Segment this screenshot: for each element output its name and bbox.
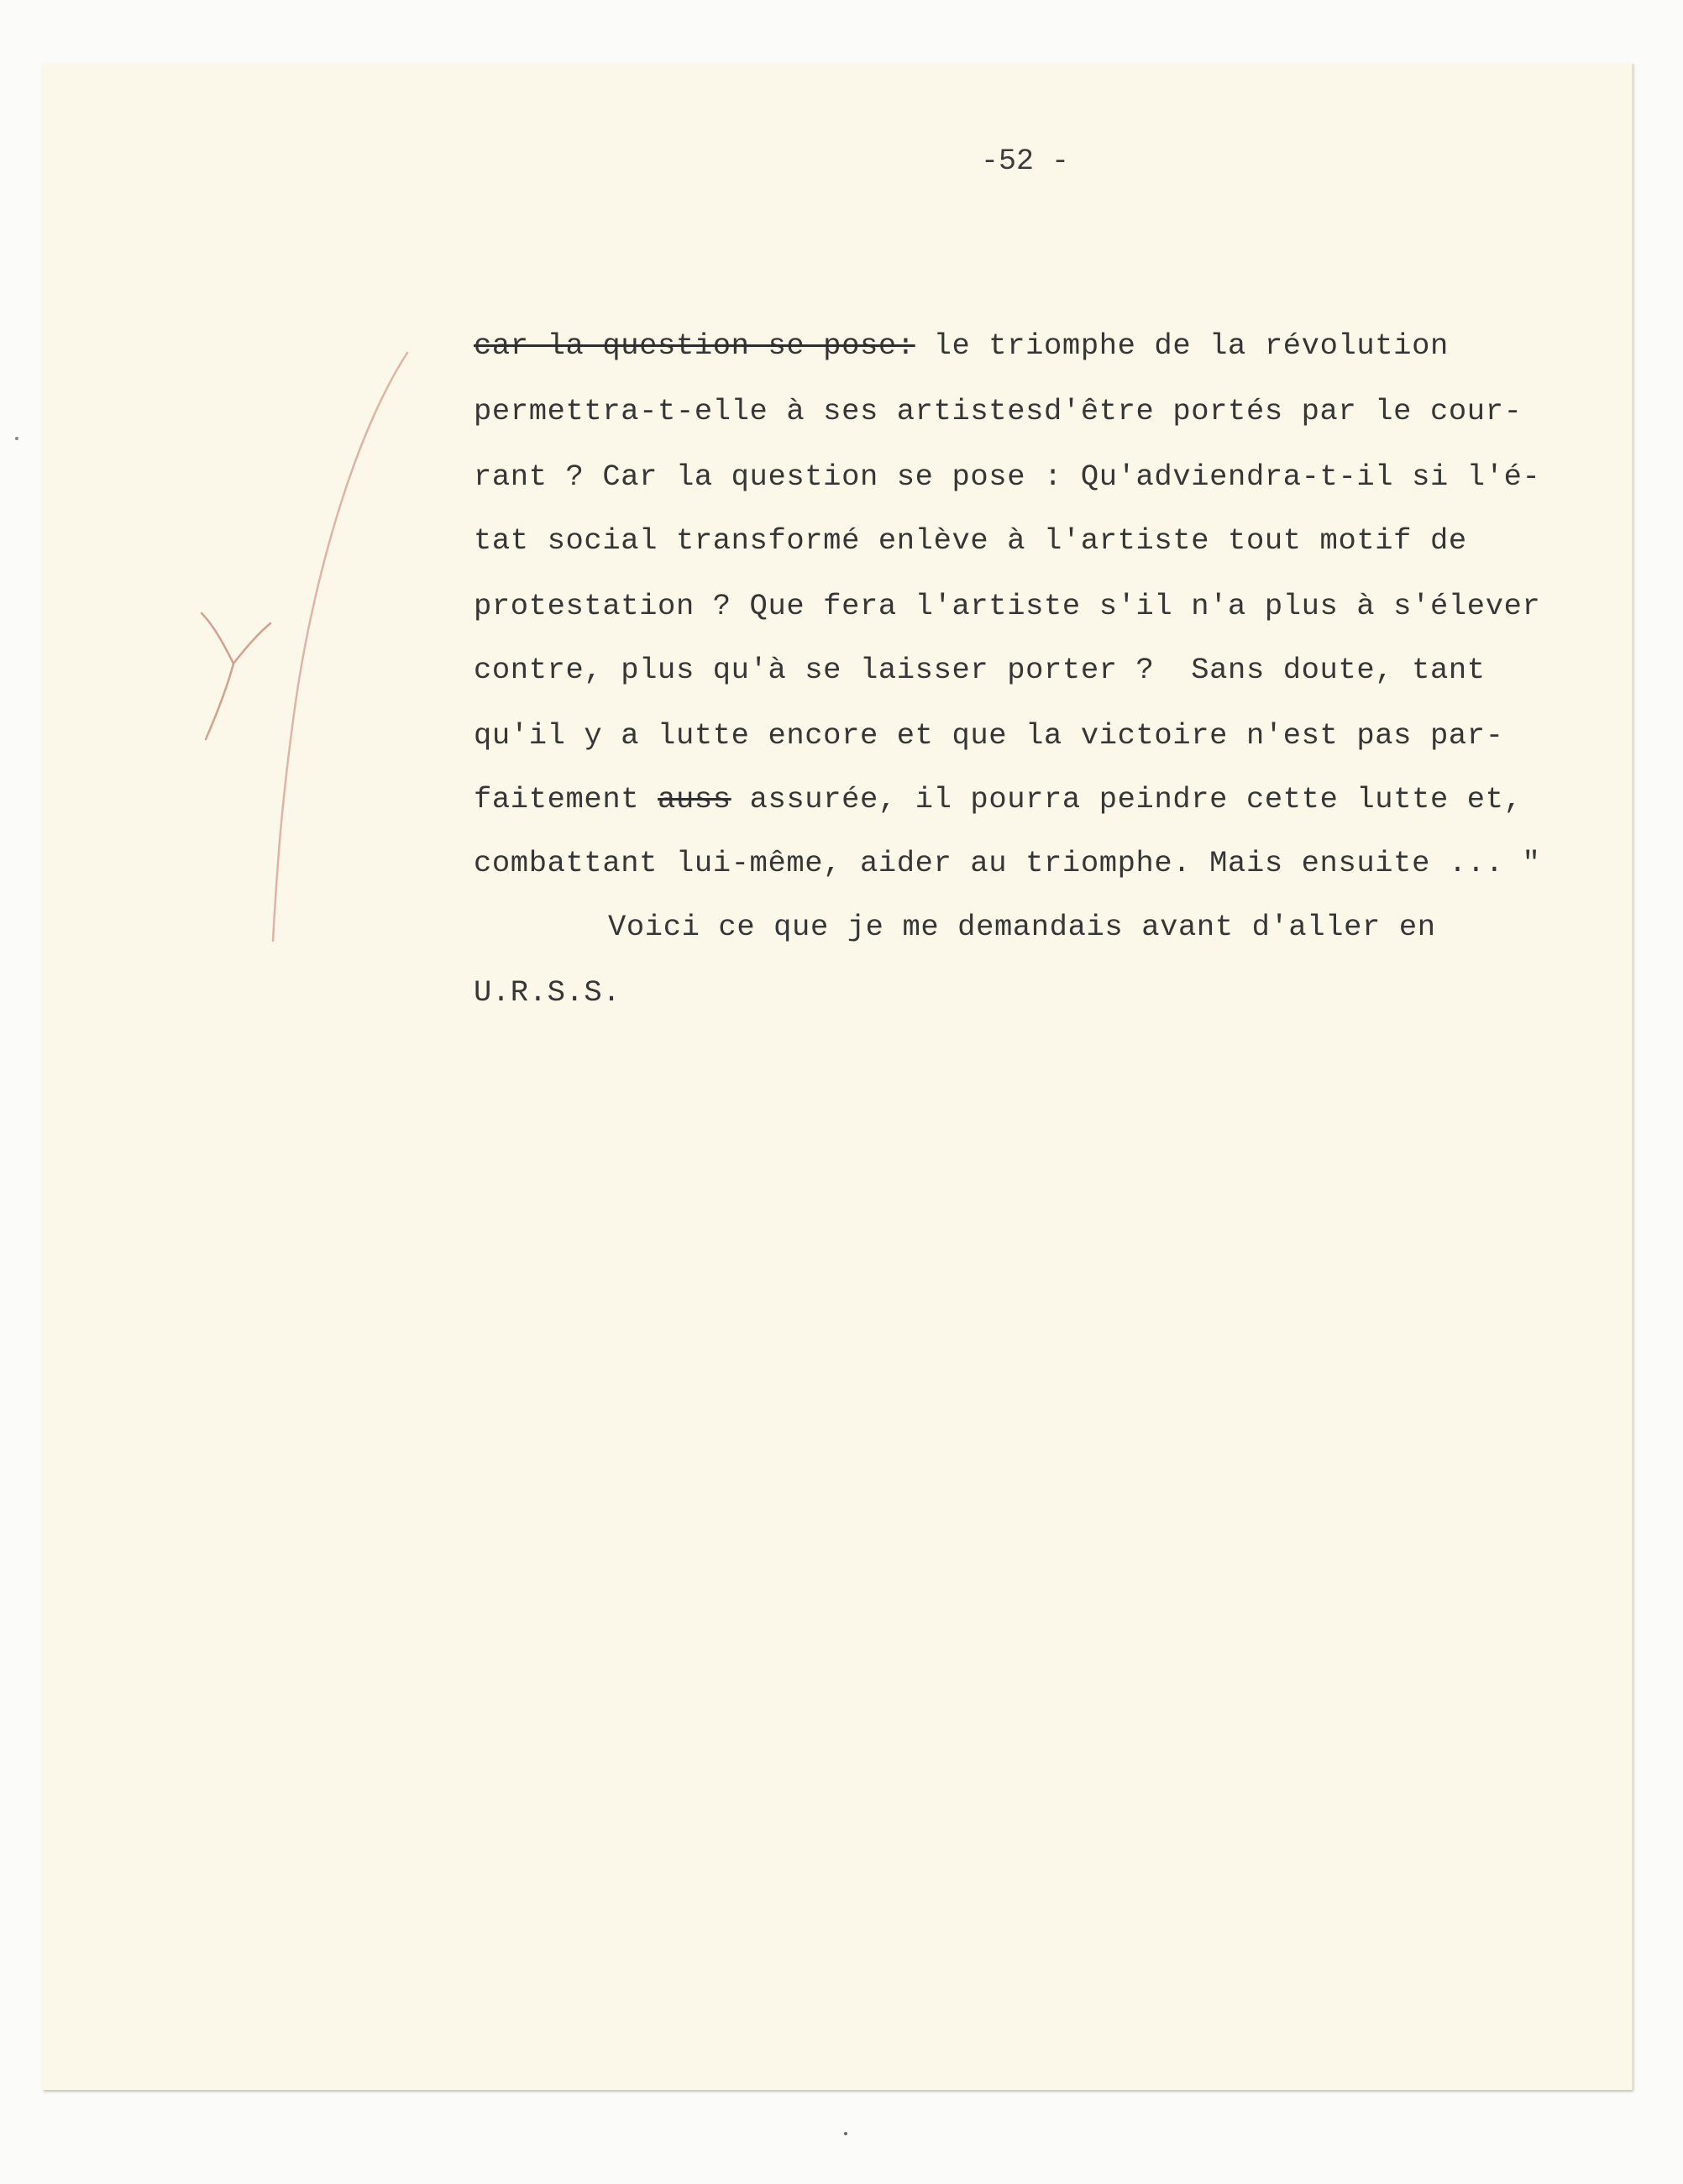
struck-out-text: car-la-question-se-pose:	[474, 328, 915, 363]
text-line-11: U.R.S.S.	[474, 975, 621, 1010]
line-text: faitement	[474, 782, 658, 816]
text-line-5: protestation ? Que fera l'artiste s'il n'a plus à s'élever	[474, 589, 1541, 623]
text-line-6: contre, plus qu'à se laisser porter ? Sans doute, tant	[474, 653, 1486, 687]
text-line-8	[474, 783, 1523, 816]
struck-out-text: auss	[658, 782, 731, 816]
text-line-10: Voici ce que je me demandais avant d'aller en	[608, 910, 1436, 944]
text-line-3: rant ? Car la question se pose : Qu'adviendra-t-il si l'é-	[474, 459, 1541, 494]
text-line-7: qu'il y a lutte encore et que la victoire n'est pas par-	[474, 718, 1504, 753]
text-line-9: combattant lui-même, aider au triomphe. Mais ensuite ... "	[474, 846, 1541, 880]
line-text: assurée, il pourra peindre cette lutte et,	[731, 782, 1523, 816]
page-edge	[1632, 64, 1634, 2090]
scan-speck	[844, 2132, 847, 2135]
page-number: -52 -	[981, 144, 1070, 178]
text-line-4: tat social transformé enlève à l'artiste tout motif de	[474, 523, 1467, 558]
text-line-1	[474, 329, 1449, 363]
typed-page	[42, 64, 1632, 2090]
text-line-2: permettra-t-elle à ses artistesd'être portés par le cour-	[474, 394, 1523, 428]
line-text: le triomphe de la révolution	[915, 328, 1449, 363]
scan-speck	[15, 437, 18, 440]
